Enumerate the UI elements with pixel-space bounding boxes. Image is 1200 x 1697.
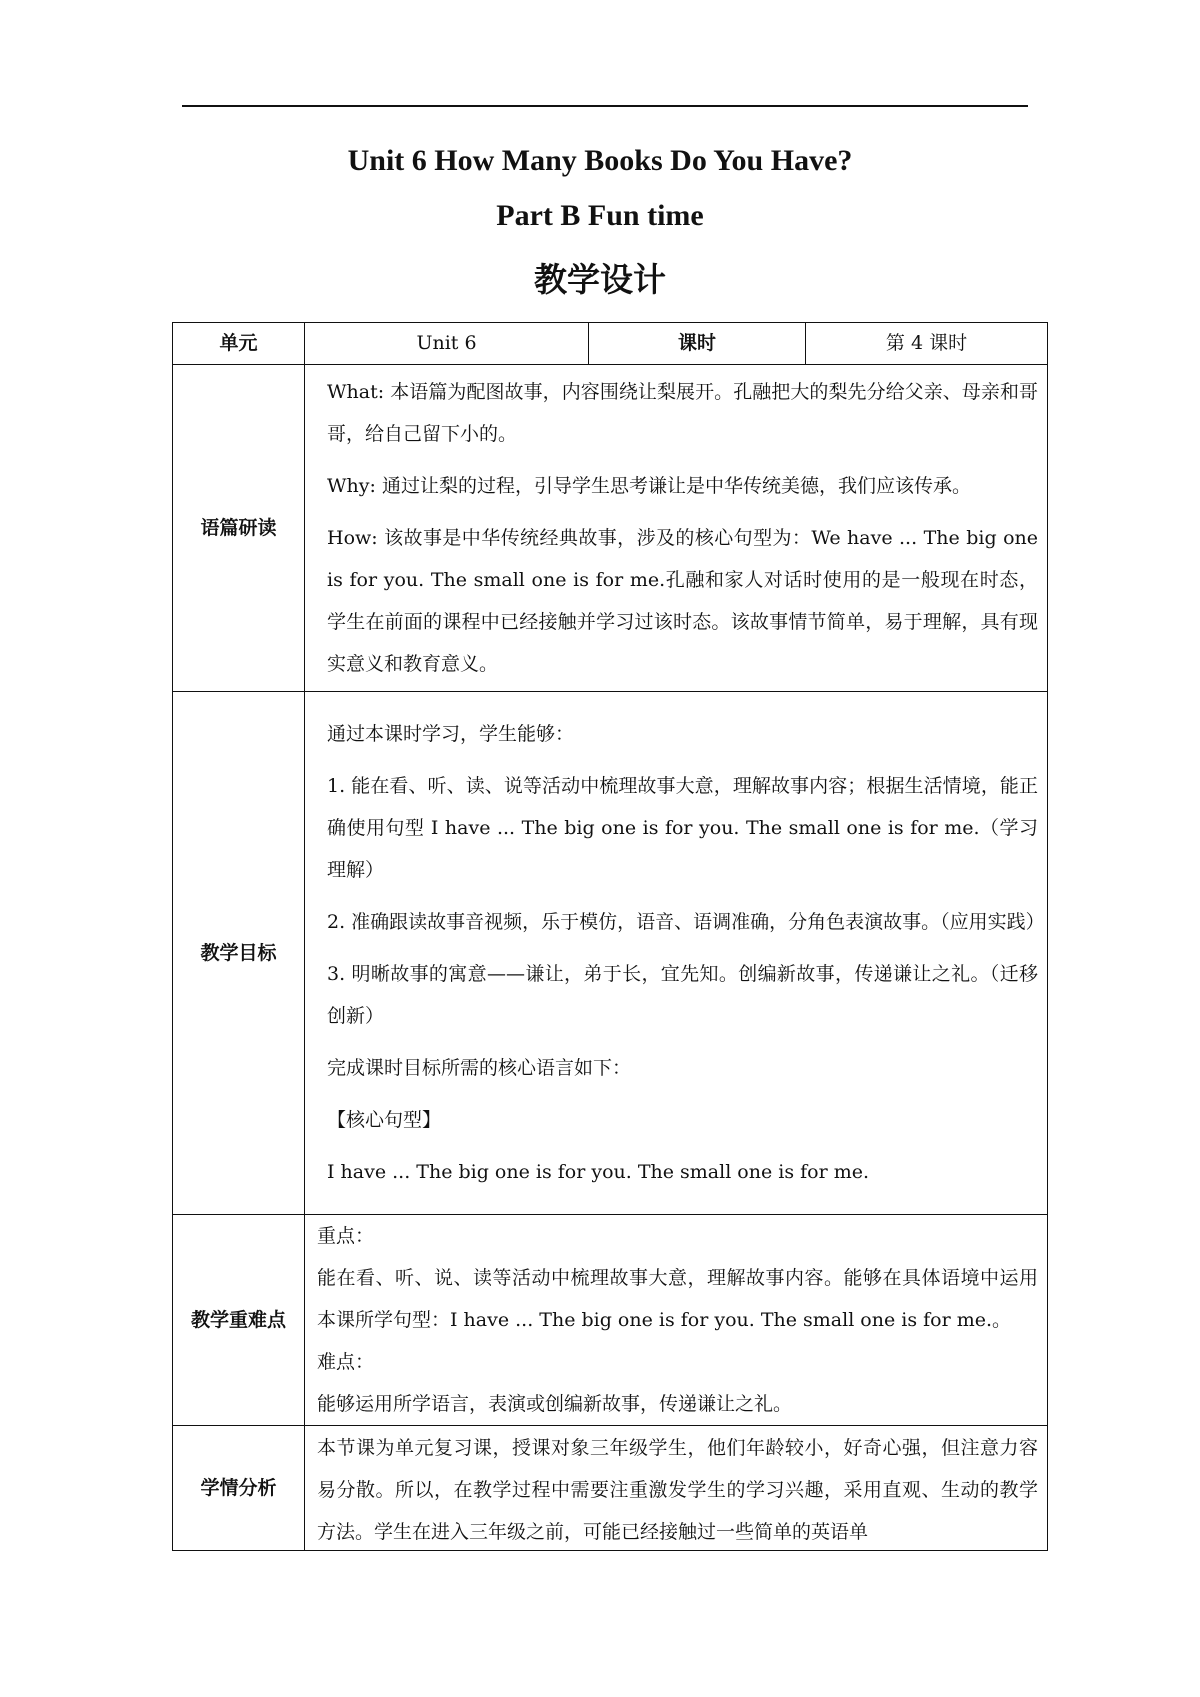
text-study-what: What: 本语篇为配图故事，内容围绕让梨展开。孔融把大的梨先分给父亲、母亲和哥哥，给自己留下小的。 bbox=[327, 381, 1038, 445]
header-rule bbox=[182, 105, 1028, 107]
objective-item-1: 1. 能在看、听、读、说等活动中梳理故事大意，理解故事内容；根据生活情境，能正确使用句型 I have ... The big one is for you. The small one is for me.（学习理解） bbox=[327, 775, 1038, 881]
text-study-label: 语篇研读 bbox=[173, 365, 305, 692]
table-row-objectives bbox=[173, 692, 1048, 1215]
table-row-text-study bbox=[173, 365, 1048, 692]
analysis-text-clip bbox=[317, 1427, 1038, 1549]
unit-label: 单元 bbox=[173, 323, 305, 365]
table-row-key-points bbox=[173, 1215, 1048, 1426]
lesson-plan-table bbox=[172, 322, 1048, 1551]
document-heading-teaching-design: 教学设计 bbox=[534, 260, 666, 299]
document-title: Unit 6 How Many Books Do You Have? bbox=[347, 144, 853, 177]
key-points-label: 教学重难点 bbox=[173, 1215, 305, 1426]
analysis-label: 学情分析 bbox=[173, 1426, 305, 1551]
objective-item-2: 2. 准确跟读故事音视频，乐于模仿，语音、语调准确，分角色表演故事。（应用实践） bbox=[327, 911, 1045, 933]
core-pattern-sentence: I have ... The big one is for you. The small one is for me. bbox=[327, 1161, 870, 1183]
table-row-analysis bbox=[173, 1426, 1048, 1551]
key-difficulty-text: 能够运用所学语言，表演或创编新故事，传递谦让之礼。 bbox=[317, 1393, 793, 1415]
text-study-cell bbox=[305, 365, 1048, 692]
key-focus-heading: 重点： bbox=[317, 1225, 375, 1247]
core-language-intro: 完成课时目标所需的核心语言如下： bbox=[327, 1057, 632, 1079]
text-study-why: Why: 通过让梨的过程，引导学生思考谦让是中华传统美德，我们应该传承。 bbox=[327, 475, 971, 497]
objectives-intro: 通过本课时学习，学生能够： bbox=[327, 723, 575, 745]
core-pattern-heading: 【核心句型】 bbox=[327, 1109, 442, 1131]
key-focus-text: 能在看、听、说、读等活动中梳理故事大意，理解故事内容。能够在具体语境中运用本课所学句型：I have ... The big one is for you. The small one is for me.。 bbox=[317, 1267, 1038, 1331]
document-subtitle: Part B Fun time bbox=[496, 199, 704, 232]
table-row-unit bbox=[173, 323, 1048, 365]
lesson-label: 课时 bbox=[589, 323, 806, 365]
key-points-cell bbox=[305, 1215, 1048, 1426]
objectives-label: 教学目标 bbox=[173, 692, 305, 1215]
unit-value: Unit 6 bbox=[305, 323, 589, 365]
objectives-cell bbox=[305, 692, 1048, 1215]
objective-item-3: 3. 明晰故事的寓意——谦让，弟于长，宜先知。创编新故事，传递谦让之礼。（迁移创新） bbox=[327, 963, 1038, 1027]
text-study-how: How: 该故事是中华传统经典故事，涉及的核心句型为：We have ... The big one is for you. The small one is for me.孔融和家人对话时使用的是一般现在时态，学生在前面的课程中已经接触并学习过该时态。该故事情节简单，易于理解，具有现实意义和教育意义。 bbox=[327, 527, 1038, 675]
analysis-text: 本节课为单元复习课，授课对象三年级学生，他们年龄较小，好奇心强，但注意力容易分散。所以，在教学过程中需要注重激发学生的学习兴趣，采用直观、生动的教学方法。学生在进入三年级之前，可能已经接触过一些简单的英语单 bbox=[317, 1437, 1038, 1543]
lesson-value: 第 4 课时 bbox=[806, 323, 1048, 365]
analysis-cell bbox=[305, 1426, 1048, 1551]
key-difficulty-heading: 难点： bbox=[317, 1351, 375, 1373]
